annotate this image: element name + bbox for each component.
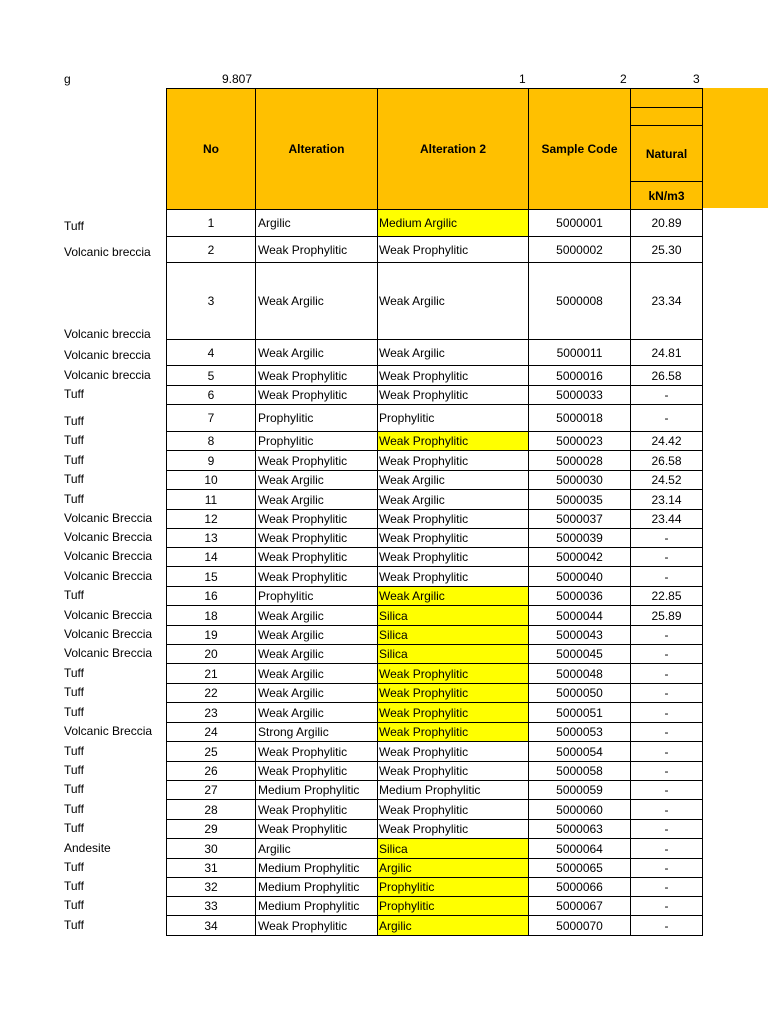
cell-sample-code: 5000051 [528, 702, 631, 723]
rock-type-label: Tuff [64, 782, 85, 796]
cell-no: 11 [166, 489, 256, 510]
header-alteration-2: Alteration 2 [377, 88, 529, 210]
cell-alteration-2: Weak Prophylitic [377, 450, 529, 471]
rock-type-label: Tuff [64, 472, 85, 486]
rock-type-label: Volcanic breccia [64, 348, 151, 362]
cell-natural: - [630, 799, 703, 820]
cell-no: 4 [166, 339, 256, 366]
cell-natural: 23.14 [630, 489, 703, 510]
cell-alteration: Prophylitic [255, 586, 378, 606]
cell-no: 6 [166, 385, 256, 405]
header-natural: Natural [630, 125, 703, 182]
rock-type-label: Volcanic Breccia [64, 627, 153, 641]
rock-type-label: Volcanic Breccia [64, 569, 153, 583]
cell-alteration-2: Weak Argilic [377, 470, 529, 490]
cell-natural: - [630, 896, 703, 916]
cell-alteration-2: Weak Prophylitic [377, 431, 529, 451]
rock-type-label: Tuff [64, 219, 85, 233]
cell-sample-code: 5000036 [528, 586, 631, 606]
cell-no: 9 [166, 450, 256, 471]
cell-no: 31 [166, 858, 256, 878]
cell-alteration-2: Weak Argilic [377, 489, 529, 510]
rock-type-label: Tuff [64, 802, 85, 816]
cell-natural: - [630, 780, 703, 800]
cell-alteration-2: Weak Prophylitic [377, 722, 529, 742]
cell-sample-code: 5000039 [528, 528, 631, 548]
cell-alteration: Argilic [255, 838, 378, 859]
cell-sample-code: 5000044 [528, 605, 631, 626]
cell-no: 34 [166, 915, 256, 936]
cell-no: 25 [166, 741, 256, 762]
rock-type-label: Tuff [64, 860, 85, 874]
cell-alteration: Weak Prophylitic [255, 365, 378, 386]
cell-alteration-2: Silica [377, 605, 529, 626]
rock-type-label: Volcanic Breccia [64, 724, 153, 738]
cell-alteration-2: Argilic [377, 915, 529, 936]
cell-natural: - [630, 385, 703, 405]
cell-no: 8 [166, 431, 256, 451]
cell-natural: - [630, 547, 703, 567]
cell-alteration-2: Medium Prophylitic [377, 780, 529, 800]
cell-alteration: Weak Prophylitic [255, 566, 378, 587]
cell-sample-code: 5000035 [528, 489, 631, 510]
cell-alteration: Weak Argilic [255, 683, 378, 703]
rock-type-label: Volcanic Breccia [64, 646, 153, 660]
cell-alteration-2: Medium Argilic [377, 209, 529, 237]
cell-alteration: Weak Prophylitic [255, 509, 378, 529]
rock-type-label: Volcanic Breccia [64, 511, 153, 525]
cell-natural: - [630, 858, 703, 878]
header-no: No [166, 88, 256, 210]
cell-sample-code: 5000053 [528, 722, 631, 742]
cell-sample-code: 5000042 [528, 547, 631, 567]
cell-natural: 24.52 [630, 470, 703, 490]
cell-natural: 23.34 [630, 262, 703, 340]
cell-sample-code: 5000067 [528, 896, 631, 916]
rock-type-label: Volcanic breccia [64, 368, 151, 382]
cell-sample-code: 5000054 [528, 741, 631, 762]
cell-sample-code: 5000066 [528, 877, 631, 897]
rock-type-label: Tuff [64, 414, 85, 428]
rock-type-label: Tuff [64, 666, 85, 680]
cell-alteration: Prophylitic [255, 404, 378, 432]
cell-alteration: Weak Argilic [255, 470, 378, 490]
cell-alteration-2: Weak Prophylitic [377, 799, 529, 820]
cell-no: 33 [166, 896, 256, 916]
cell-alteration-2: Silica [377, 644, 529, 664]
rock-type-label: Tuff [64, 744, 85, 758]
cell-alteration: Medium Prophylitic [255, 858, 378, 878]
cell-no: 30 [166, 838, 256, 859]
g-label: g [64, 72, 71, 86]
cell-alteration-2: Weak Prophylitic [377, 566, 529, 587]
cell-alteration: Weak Prophylitic [255, 741, 378, 762]
cell-no: 13 [166, 528, 256, 548]
cell-no: 5 [166, 365, 256, 386]
cell-no: 14 [166, 547, 256, 567]
rock-type-label: Tuff [64, 685, 85, 699]
cell-alteration: Weak Argilic [255, 663, 378, 684]
cell-natural: - [630, 741, 703, 762]
rock-type-label: Tuff [64, 918, 85, 932]
header-sample-code: Sample Code [528, 88, 631, 210]
cell-no: 3 [166, 262, 256, 340]
cell-no: 7 [166, 404, 256, 432]
cell-alteration: Weak Prophylitic [255, 819, 378, 839]
cell-sample-code: 5000060 [528, 799, 631, 820]
cell-alteration-2: Weak Argilic [377, 339, 529, 366]
cell-alteration-2: Prophylitic [377, 896, 529, 916]
cell-alteration-2: Weak Prophylitic [377, 683, 529, 703]
cell-sample-code: 5000023 [528, 431, 631, 451]
rock-type-label: Tuff [64, 898, 85, 912]
cell-alteration: Weak Argilic [255, 262, 378, 340]
cell-sample-code: 5000011 [528, 339, 631, 366]
cell-natural: - [630, 877, 703, 897]
cell-alteration: Strong Argilic [255, 722, 378, 742]
cell-sample-code: 5000050 [528, 683, 631, 703]
cell-natural: 22.85 [630, 586, 703, 606]
rock-type-label: Tuff [64, 387, 85, 401]
cell-natural: - [630, 566, 703, 587]
cell-alteration: Weak Prophylitic [255, 528, 378, 548]
cell-no: 15 [166, 566, 256, 587]
cell-no: 20 [166, 644, 256, 664]
cell-alteration: Medium Prophylitic [255, 896, 378, 916]
cell-no: 27 [166, 780, 256, 800]
cell-alteration-2: Argilic [377, 858, 529, 878]
cell-alteration: Prophylitic [255, 431, 378, 451]
cell-no: 32 [166, 877, 256, 897]
cell-natural: - [630, 404, 703, 432]
cell-natural: - [630, 663, 703, 684]
cell-alteration: Weak Argilic [255, 702, 378, 723]
cell-no: 2 [166, 236, 256, 263]
cell-natural: - [630, 702, 703, 723]
cell-sample-code: 5000045 [528, 644, 631, 664]
cell-sample-code: 5000059 [528, 780, 631, 800]
rock-type-label: Tuff [64, 433, 85, 447]
cell-alteration: Weak Argilic [255, 489, 378, 510]
cell-alteration-2: Weak Prophylitic [377, 741, 529, 762]
cell-natural: 20.89 [630, 209, 703, 237]
cell-natural: 26.58 [630, 450, 703, 471]
header-natural-spacer-2 [630, 107, 703, 126]
header-overflow-fill [703, 88, 768, 208]
header-unit: kN/m3 [630, 181, 703, 210]
column-number-2: 2 [620, 72, 627, 86]
column-number-3: 3 [693, 72, 700, 86]
cell-no: 22 [166, 683, 256, 703]
cell-alteration-2: Weak Prophylitic [377, 819, 529, 839]
cell-natural: - [630, 761, 703, 781]
cell-natural: 26.58 [630, 365, 703, 386]
cell-alteration-2: Weak Prophylitic [377, 528, 529, 548]
rock-type-label: Volcanic Breccia [64, 608, 153, 622]
cell-natural: 25.30 [630, 236, 703, 263]
cell-natural: 23.44 [630, 509, 703, 529]
cell-alteration-2: Weak Prophylitic [377, 365, 529, 386]
cell-alteration-2: Weak Prophylitic [377, 547, 529, 567]
header-alteration: Alteration [255, 88, 378, 210]
cell-alteration: Weak Prophylitic [255, 915, 378, 936]
cell-alteration: Weak Prophylitic [255, 547, 378, 567]
cell-alteration: Weak Argilic [255, 625, 378, 645]
cell-natural: - [630, 528, 703, 548]
cell-alteration-2: Silica [377, 838, 529, 859]
cell-alteration: Weak Prophylitic [255, 761, 378, 781]
cell-alteration-2: Prophylitic [377, 404, 529, 432]
cell-no: 16 [166, 586, 256, 606]
cell-alteration-2: Weak Prophylitic [377, 509, 529, 529]
cell-alteration-2: Weak Argilic [377, 262, 529, 340]
cell-alteration: Weak Prophylitic [255, 236, 378, 263]
cell-sample-code: 5000030 [528, 470, 631, 490]
cell-no: 19 [166, 625, 256, 645]
cell-sample-code: 5000040 [528, 566, 631, 587]
cell-alteration: Weak Prophylitic [255, 450, 378, 471]
cell-sample-code: 5000070 [528, 915, 631, 936]
cell-alteration: Weak Argilic [255, 644, 378, 664]
cell-alteration: Argilic [255, 209, 378, 237]
cell-no: 29 [166, 819, 256, 839]
cell-alteration: Weak Argilic [255, 605, 378, 626]
cell-sample-code: 5000033 [528, 385, 631, 405]
rock-type-label: Tuff [64, 879, 85, 893]
rock-type-label: Tuff [64, 453, 85, 467]
cell-no: 18 [166, 605, 256, 626]
cell-alteration: Weak Prophylitic [255, 799, 378, 820]
cell-sample-code: 5000058 [528, 761, 631, 781]
cell-sample-code: 5000064 [528, 838, 631, 859]
cell-natural: - [630, 683, 703, 703]
rock-type-label: Volcanic breccia [64, 245, 151, 259]
cell-alteration-2: Weak Prophylitic [377, 702, 529, 723]
cell-sample-code: 5000063 [528, 819, 631, 839]
cell-no: 1 [166, 209, 256, 237]
cell-sample-code: 5000008 [528, 262, 631, 340]
rock-type-label: Tuff [64, 588, 85, 602]
cell-alteration: Medium Prophylitic [255, 780, 378, 800]
cell-sample-code: 5000016 [528, 365, 631, 386]
cell-natural: - [630, 838, 703, 859]
header-natural-spacer [630, 88, 703, 108]
cell-sample-code: 5000043 [528, 625, 631, 645]
rock-type-label: Tuff [64, 492, 85, 506]
cell-alteration-2: Prophylitic [377, 877, 529, 897]
cell-no: 26 [166, 761, 256, 781]
rock-type-label: Volcanic breccia [64, 327, 151, 341]
cell-sample-code: 5000001 [528, 209, 631, 237]
cell-alteration-2: Weak Prophylitic [377, 385, 529, 405]
cell-natural: 24.42 [630, 431, 703, 451]
rock-type-label: Volcanic Breccia [64, 549, 153, 563]
cell-natural: - [630, 915, 703, 936]
cell-sample-code: 5000037 [528, 509, 631, 529]
cell-natural: - [630, 644, 703, 664]
cell-alteration: Medium Prophylitic [255, 877, 378, 897]
cell-no: 21 [166, 663, 256, 684]
cell-alteration: Weak Prophylitic [255, 385, 378, 405]
cell-alteration-2: Weak Prophylitic [377, 761, 529, 781]
cell-no: 23 [166, 702, 256, 723]
rock-type-label: Tuff [64, 763, 85, 777]
cell-natural: - [630, 722, 703, 742]
g-value: 9.807 [222, 72, 253, 86]
cell-alteration-2: Weak Prophylitic [377, 663, 529, 684]
cell-sample-code: 5000065 [528, 858, 631, 878]
rock-type-label: Volcanic Breccia [64, 530, 153, 544]
rock-type-label: Andesite [64, 841, 111, 855]
cell-sample-code: 5000018 [528, 404, 631, 432]
cell-no: 10 [166, 470, 256, 490]
cell-natural: 25.89 [630, 605, 703, 626]
cell-alteration-2: Silica [377, 625, 529, 645]
cell-sample-code: 5000028 [528, 450, 631, 471]
cell-alteration-2: Weak Argilic [377, 586, 529, 606]
cell-alteration: Weak Argilic [255, 339, 378, 366]
rock-type-label: Tuff [64, 705, 85, 719]
cell-natural: - [630, 625, 703, 645]
cell-no: 28 [166, 799, 256, 820]
cell-sample-code: 5000002 [528, 236, 631, 263]
cell-no: 24 [166, 722, 256, 742]
cell-natural: - [630, 819, 703, 839]
cell-no: 12 [166, 509, 256, 529]
column-number-1: 1 [519, 72, 526, 86]
cell-sample-code: 5000048 [528, 663, 631, 684]
rock-type-label: Tuff [64, 821, 85, 835]
cell-alteration-2: Weak Prophylitic [377, 236, 529, 263]
cell-natural: 24.81 [630, 339, 703, 366]
